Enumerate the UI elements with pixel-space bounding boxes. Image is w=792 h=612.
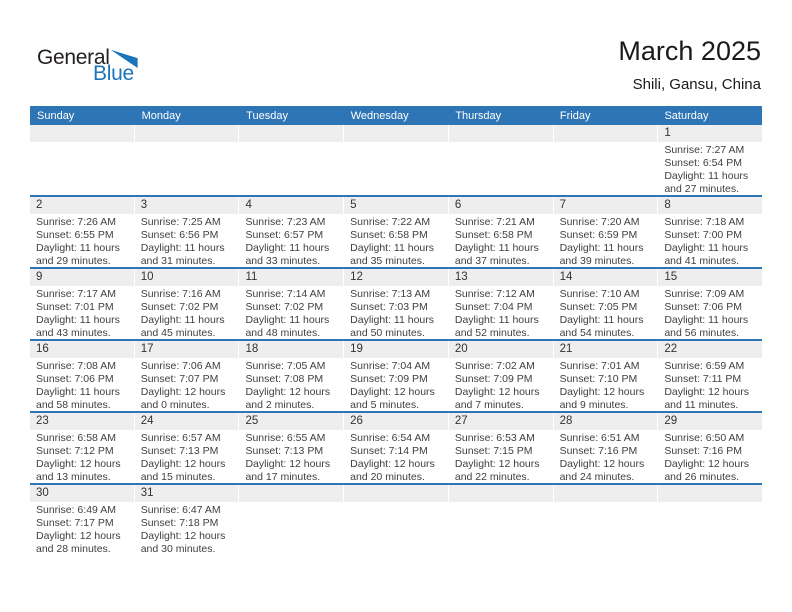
day-cell-9 (30, 269, 134, 339)
daylight-text-line2: and 17 minutes. (245, 471, 321, 483)
weekday-header-row (30, 106, 762, 125)
day-cell-8 (657, 197, 762, 267)
day-cell-14 (553, 269, 658, 339)
daylight-text-line2: and 56 minutes. (664, 327, 740, 339)
sunset-text: Sunset: 6:56 PM (140, 229, 219, 241)
day-cell-25 (238, 413, 343, 483)
daylight-text-line1: Daylight: 12 hours (140, 458, 226, 470)
sunset-text: Sunset: 7:03 PM (350, 301, 428, 313)
sunrise-text: Sunrise: 6:59 AM (664, 360, 745, 372)
day-details (554, 358, 658, 412)
daylight-text-line1: Daylight: 12 hours (245, 458, 331, 470)
day-number (449, 485, 553, 502)
sunrise-text: Sunrise: 7:27 AM (664, 144, 745, 156)
daylight-text-line1: Daylight: 11 hours (245, 242, 330, 254)
sunset-text: Sunset: 7:13 PM (140, 445, 219, 457)
day-cell-26 (343, 413, 448, 483)
sunrise-text: Sunrise: 7:04 AM (350, 360, 431, 372)
week-row (30, 197, 762, 269)
day-details (135, 430, 239, 484)
day-details (239, 502, 343, 504)
daylight-text-line2: and 30 minutes. (140, 543, 216, 555)
empty-day-cell (553, 125, 658, 195)
daylight-text-line1: Daylight: 11 hours (140, 314, 225, 326)
day-details (554, 286, 658, 340)
week-row (30, 341, 762, 413)
sunset-text: Sunset: 7:08 PM (245, 373, 324, 385)
sunset-text: Sunset: 6:57 PM (245, 229, 324, 241)
sunrise-text: Sunrise: 7:20 AM (559, 216, 640, 228)
day-number: 11 (239, 269, 343, 286)
daylight-text-line2: and 7 minutes. (454, 399, 524, 411)
day-number: 23 (30, 413, 134, 430)
day-details (239, 430, 343, 484)
logo-text-general: General (37, 46, 110, 69)
location-subtitle: Shili, Gansu, China (632, 76, 761, 93)
sunset-text: Sunset: 6:55 PM (36, 229, 114, 241)
day-details (30, 214, 134, 268)
day-number: 10 (135, 269, 239, 286)
day-details (344, 358, 448, 412)
sunset-text: Sunset: 7:07 PM (140, 373, 219, 385)
day-number: 14 (554, 269, 658, 286)
day-number (30, 125, 134, 142)
day-cell-4 (238, 197, 343, 267)
daylight-text-line2: and 50 minutes. (350, 327, 425, 339)
week-row (30, 269, 762, 341)
sunrise-text: Sunrise: 7:18 AM (664, 216, 745, 228)
day-details (30, 502, 134, 556)
day-number: 28 (554, 413, 658, 430)
daylight-text-line2: and 41 minutes. (664, 255, 740, 267)
sunrise-text: Sunrise: 7:06 AM (140, 360, 221, 372)
sunset-text: Sunset: 7:06 PM (664, 301, 742, 313)
sunset-text: Sunset: 6:54 PM (664, 157, 742, 169)
day-details (449, 502, 553, 504)
daylight-text-line1: Daylight: 11 hours (664, 314, 749, 326)
week-row (30, 413, 762, 485)
sunrise-text: Sunrise: 6:50 AM (664, 432, 745, 444)
day-number (135, 125, 239, 142)
day-details (30, 142, 134, 144)
day-number: 12 (344, 269, 448, 286)
weeks-container (30, 125, 762, 555)
sunrise-text: Sunrise: 7:01 AM (559, 360, 640, 372)
page-title: March 2025 (618, 36, 761, 66)
day-details (239, 358, 343, 412)
daylight-text-line1: Daylight: 12 hours (140, 530, 226, 542)
day-number: 22 (658, 341, 762, 358)
day-details (658, 358, 762, 412)
empty-day-cell (134, 125, 239, 195)
day-number: 8 (658, 197, 762, 214)
sunset-text: Sunset: 7:10 PM (559, 373, 638, 385)
daylight-text-line2: and 5 minutes. (350, 399, 420, 411)
weekday-label-saturday: Saturday (664, 109, 709, 122)
day-number: 24 (135, 413, 239, 430)
daylight-text-line1: Daylight: 11 hours (350, 314, 435, 326)
day-details (658, 142, 762, 196)
daylight-text-line1: Daylight: 12 hours (664, 386, 749, 398)
sunrise-text: Sunrise: 7:21 AM (454, 216, 535, 228)
day-number (554, 125, 658, 142)
empty-day-cell (238, 485, 343, 555)
daylight-text-line1: Daylight: 12 hours (140, 386, 226, 398)
daylight-text-line1: Daylight: 11 hours (664, 170, 749, 182)
daylight-text-line2: and 22 minutes. (454, 471, 530, 483)
day-number (658, 485, 762, 502)
day-cell-12 (343, 269, 448, 339)
day-details (239, 286, 343, 340)
day-number (449, 125, 553, 142)
sunrise-text: Sunrise: 6:58 AM (36, 432, 116, 444)
empty-day-cell (343, 125, 448, 195)
day-number: 7 (554, 197, 658, 214)
empty-day-cell (553, 485, 658, 555)
daylight-text-line1: Daylight: 11 hours (454, 242, 539, 254)
daylight-text-line1: Daylight: 12 hours (454, 458, 540, 470)
daylight-text-line1: Daylight: 12 hours (454, 386, 540, 398)
daylight-text-line1: Daylight: 12 hours (559, 458, 645, 470)
sunset-text: Sunset: 7:17 PM (36, 517, 114, 529)
daylight-text-line1: Daylight: 12 hours (36, 530, 121, 542)
daylight-text-line2: and 33 minutes. (245, 255, 321, 267)
day-number: 20 (449, 341, 553, 358)
day-number: 4 (239, 197, 343, 214)
day-details (344, 430, 448, 484)
sunrise-text: Sunrise: 6:49 AM (36, 504, 116, 516)
day-details (344, 142, 448, 144)
sunrise-text: Sunrise: 6:47 AM (140, 504, 221, 516)
daylight-text-line2: and 58 minutes. (36, 399, 111, 411)
day-number: 29 (658, 413, 762, 430)
daylight-text-line1: Daylight: 12 hours (559, 386, 645, 398)
sunset-text: Sunset: 7:14 PM (350, 445, 428, 457)
day-details (344, 214, 448, 268)
sunset-text: Sunset: 7:13 PM (245, 445, 324, 457)
day-details (135, 142, 239, 144)
sunset-text: Sunset: 7:01 PM (36, 301, 114, 313)
day-details (658, 430, 762, 484)
daylight-text-line1: Daylight: 12 hours (245, 386, 331, 398)
daylight-text-line2: and 31 minutes. (140, 255, 216, 267)
weekday-label-tuesday: Tuesday (246, 109, 288, 122)
day-cell-16 (30, 341, 134, 411)
sunset-text: Sunset: 7:18 PM (140, 517, 219, 529)
sunrise-text: Sunrise: 6:55 AM (245, 432, 326, 444)
day-cell-10 (134, 269, 239, 339)
sunset-text: Sunset: 7:02 PM (245, 301, 324, 313)
sunset-text: Sunset: 7:06 PM (36, 373, 114, 385)
daylight-text-line2: and 13 minutes. (36, 471, 111, 483)
day-number: 19 (344, 341, 448, 358)
weekday-label-monday: Monday (141, 109, 181, 122)
day-cell-23 (30, 413, 134, 483)
sunset-text: Sunset: 7:15 PM (454, 445, 533, 457)
empty-day-cell (657, 485, 762, 555)
day-number (239, 485, 343, 502)
empty-day-cell (343, 485, 448, 555)
day-cell-7 (553, 197, 658, 267)
day-number: 16 (30, 341, 134, 358)
day-cell-15 (657, 269, 762, 339)
day-cell-28 (553, 413, 658, 483)
daylight-text-line1: Daylight: 11 hours (36, 242, 120, 254)
daylight-text-line2: and 52 minutes. (454, 327, 530, 339)
day-number: 25 (239, 413, 343, 430)
daylight-text-line1: Daylight: 11 hours (664, 242, 749, 254)
sunrise-text: Sunrise: 7:26 AM (36, 216, 116, 228)
daylight-text-line2: and 54 minutes. (559, 327, 635, 339)
week-row (30, 485, 762, 555)
day-number: 9 (30, 269, 134, 286)
day-number: 30 (30, 485, 134, 502)
day-cell-31 (134, 485, 239, 555)
day-details (239, 142, 343, 144)
sunrise-text: Sunrise: 7:05 AM (245, 360, 326, 372)
daylight-text-line2: and 29 minutes. (36, 255, 111, 267)
general-blue-logo (37, 46, 138, 86)
daylight-text-line2: and 43 minutes. (36, 327, 111, 339)
day-details (30, 430, 134, 484)
day-details (135, 214, 239, 268)
day-details (554, 430, 658, 484)
sunset-text: Sunset: 7:02 PM (140, 301, 219, 313)
day-number: 26 (344, 413, 448, 430)
day-number: 1 (658, 125, 762, 142)
daylight-text-line1: Daylight: 12 hours (36, 458, 121, 470)
daylight-text-line2: and 9 minutes. (559, 399, 629, 411)
day-number (554, 485, 658, 502)
sunrise-text: Sunrise: 6:57 AM (140, 432, 221, 444)
day-details (30, 358, 134, 412)
day-number (344, 125, 448, 142)
day-number: 13 (449, 269, 553, 286)
day-details (135, 358, 239, 412)
daylight-text-line2: and 15 minutes. (140, 471, 216, 483)
daylight-text-line1: Daylight: 11 hours (36, 386, 120, 398)
daylight-text-line2: and 37 minutes. (454, 255, 530, 267)
sunrise-text: Sunrise: 7:16 AM (140, 288, 221, 300)
daylight-text-line1: Daylight: 11 hours (245, 314, 330, 326)
day-cell-20 (448, 341, 553, 411)
sunset-text: Sunset: 7:09 PM (454, 373, 533, 385)
empty-day-cell (448, 125, 553, 195)
day-number (239, 125, 343, 142)
sunset-text: Sunset: 7:05 PM (559, 301, 638, 313)
day-details (449, 214, 553, 268)
day-cell-17 (134, 341, 239, 411)
day-details (344, 286, 448, 340)
sunset-text: Sunset: 7:09 PM (350, 373, 428, 385)
sunset-text: Sunset: 7:12 PM (36, 445, 114, 457)
day-cell-29 (657, 413, 762, 483)
sunrise-text: Sunrise: 7:25 AM (140, 216, 221, 228)
sunset-text: Sunset: 7:00 PM (664, 229, 742, 241)
day-cell-24 (134, 413, 239, 483)
daylight-text-line2: and 26 minutes. (664, 471, 740, 483)
sunrise-text: Sunrise: 7:17 AM (36, 288, 116, 300)
empty-day-cell (448, 485, 553, 555)
day-details (658, 502, 762, 504)
sunrise-text: Sunrise: 7:12 AM (454, 288, 535, 300)
sunrise-text: Sunrise: 7:13 AM (350, 288, 431, 300)
day-cell-6 (448, 197, 553, 267)
sunrise-text: Sunrise: 7:10 AM (559, 288, 640, 300)
sunset-text: Sunset: 7:16 PM (559, 445, 638, 457)
day-details (30, 286, 134, 340)
day-number: 27 (449, 413, 553, 430)
daylight-text-line2: and 28 minutes. (36, 543, 111, 555)
title-block (618, 36, 761, 93)
sunset-text: Sunset: 7:11 PM (664, 373, 742, 385)
sunrise-text: Sunrise: 6:53 AM (454, 432, 535, 444)
day-number: 17 (135, 341, 239, 358)
empty-day-cell (238, 125, 343, 195)
day-number: 15 (658, 269, 762, 286)
daylight-text-line1: Daylight: 11 hours (140, 242, 225, 254)
day-number: 3 (135, 197, 239, 214)
day-number: 18 (239, 341, 343, 358)
daylight-text-line1: Daylight: 12 hours (350, 386, 435, 398)
sunset-text: Sunset: 6:58 PM (350, 229, 428, 241)
day-cell-30 (30, 485, 134, 555)
day-cell-11 (238, 269, 343, 339)
sunset-text: Sunset: 7:16 PM (664, 445, 742, 457)
day-details (449, 358, 553, 412)
daylight-text-line1: Daylight: 11 hours (559, 242, 644, 254)
daylight-text-line2: and 20 minutes. (350, 471, 425, 483)
weekday-label-sunday: Sunday (37, 109, 75, 122)
daylight-text-line1: Daylight: 11 hours (559, 314, 644, 326)
day-details (449, 142, 553, 144)
daylight-text-line1: Daylight: 11 hours (454, 314, 539, 326)
sunrise-text: Sunrise: 7:08 AM (36, 360, 116, 372)
daylight-text-line1: Daylight: 11 hours (350, 242, 435, 254)
sunrise-text: Sunrise: 7:22 AM (350, 216, 431, 228)
daylight-text-line2: and 35 minutes. (350, 255, 425, 267)
day-details (658, 286, 762, 340)
day-details (449, 430, 553, 484)
daylight-text-line2: and 45 minutes. (140, 327, 216, 339)
day-cell-13 (448, 269, 553, 339)
daylight-text-line1: Daylight: 12 hours (350, 458, 435, 470)
weekday-label-wednesday: Wednesday (350, 109, 409, 122)
day-number: 5 (344, 197, 448, 214)
day-details (554, 214, 658, 268)
sunrise-text: Sunrise: 7:23 AM (245, 216, 326, 228)
sunset-text: Sunset: 6:59 PM (559, 229, 638, 241)
logo-text-blue: Blue (93, 62, 134, 85)
sunrise-text: Sunrise: 7:09 AM (664, 288, 745, 300)
day-number (344, 485, 448, 502)
sunset-text: Sunset: 7:04 PM (454, 301, 533, 313)
day-details (554, 502, 658, 504)
day-number: 31 (135, 485, 239, 502)
day-details (135, 502, 239, 556)
sunrise-text: Sunrise: 7:14 AM (245, 288, 326, 300)
day-cell-2 (30, 197, 134, 267)
day-cell-1 (657, 125, 762, 195)
day-details (658, 214, 762, 268)
weekday-label-friday: Friday (559, 109, 591, 122)
day-cell-27 (448, 413, 553, 483)
daylight-text-line1: Daylight: 11 hours (36, 314, 120, 326)
sunset-text: Sunset: 6:58 PM (454, 229, 533, 241)
day-details (344, 502, 448, 504)
week-row (30, 125, 762, 197)
day-details (239, 214, 343, 268)
sunrise-text: Sunrise: 7:02 AM (454, 360, 535, 372)
day-number: 6 (449, 197, 553, 214)
daylight-text-line2: and 24 minutes. (559, 471, 635, 483)
day-details (135, 286, 239, 340)
day-cell-21 (553, 341, 658, 411)
day-details (449, 286, 553, 340)
day-cell-3 (134, 197, 239, 267)
daylight-text-line2: and 0 minutes. (140, 399, 210, 411)
sunrise-text: Sunrise: 6:51 AM (559, 432, 640, 444)
daylight-text-line2: and 48 minutes. (245, 327, 321, 339)
weekday-label-thursday: Thursday (455, 109, 502, 122)
day-number: 2 (30, 197, 134, 214)
sunrise-text: Sunrise: 6:54 AM (350, 432, 431, 444)
day-cell-22 (657, 341, 762, 411)
daylight-text-line2: and 2 minutes. (245, 399, 315, 411)
daylight-text-line1: Daylight: 12 hours (664, 458, 749, 470)
daylight-text-line2: and 27 minutes. (664, 183, 740, 195)
day-cell-18 (238, 341, 343, 411)
day-cell-19 (343, 341, 448, 411)
daylight-text-line2: and 39 minutes. (559, 255, 635, 267)
empty-day-cell (30, 125, 134, 195)
day-number: 21 (554, 341, 658, 358)
daylight-text-line2: and 11 minutes. (664, 399, 739, 411)
day-details (554, 142, 658, 144)
day-cell-5 (343, 197, 448, 267)
calendar-table (30, 106, 762, 555)
